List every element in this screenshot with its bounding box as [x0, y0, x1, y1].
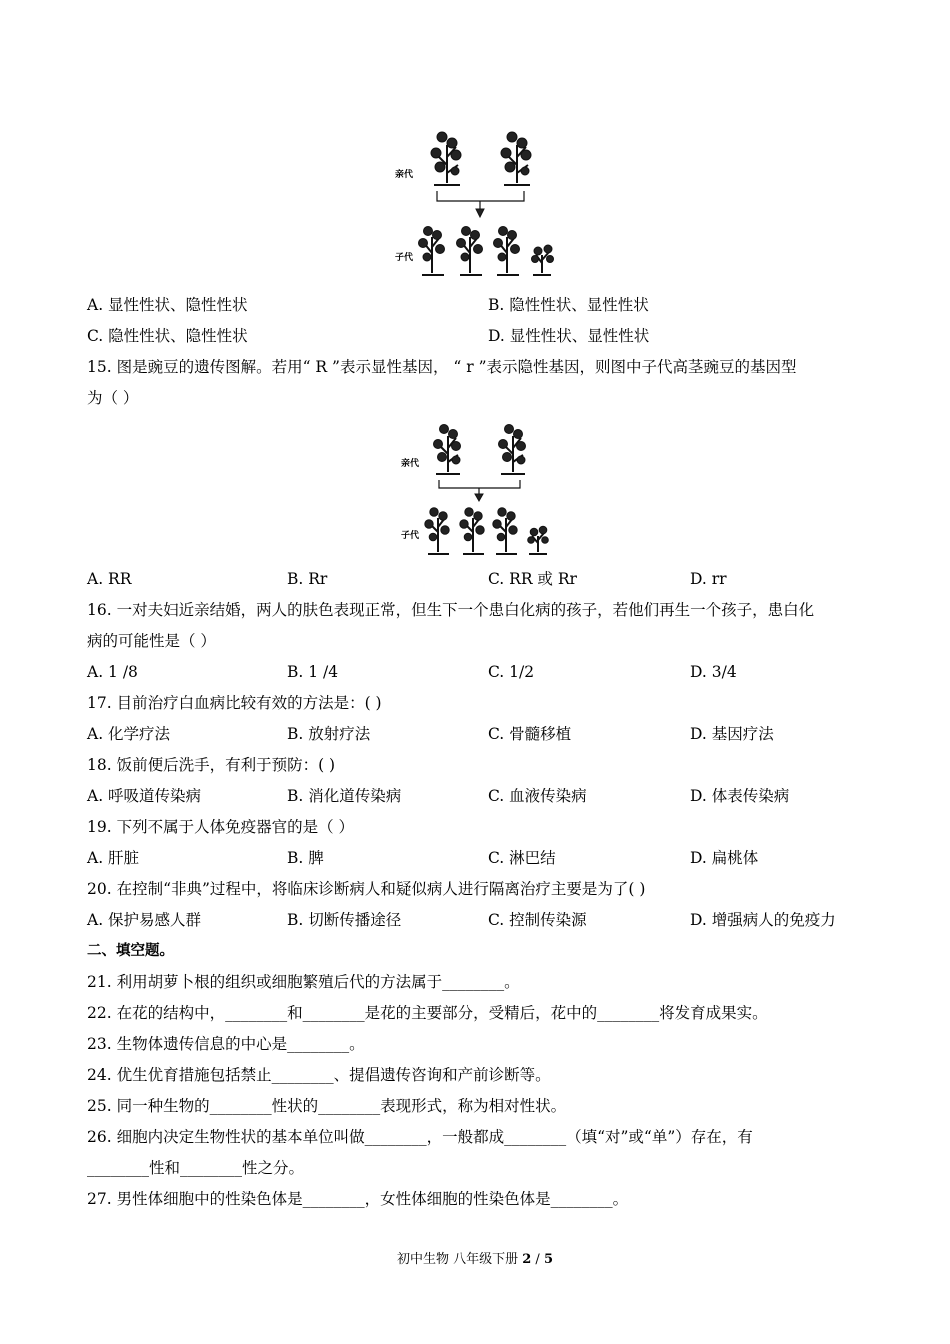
q16-stem-line2: 病的可能性是（ ） — [87, 632, 216, 650]
q17-option-a[interactable]: A. 化学疗法 — [87, 725, 171, 743]
pea-plants-drawing-2 — [398, 420, 563, 560]
q17-option-b[interactable]: B. 放射疗法 — [287, 725, 371, 743]
q18-option-c[interactable]: C. 血液传染病 — [488, 787, 587, 805]
q20-stem: 20. 在控制“非典”过程中，将临床诊断病人和疑似病人进行隔离治疗主要是为了( ) — [87, 880, 646, 898]
parent-label: 亲代 — [395, 170, 414, 180]
q23: 23. 生物体遗传信息的中心是________。 — [87, 1035, 365, 1053]
q14-option-b[interactable]: B. 隐性性状、显性性状 — [488, 296, 649, 314]
q26-line2: ________性和________性之分。 — [87, 1159, 305, 1177]
q19-option-c[interactable]: C. 淋巴结 — [488, 849, 556, 867]
pea-inheritance-figure-2 — [398, 420, 563, 560]
pea-inheritance-figure-1 — [392, 125, 562, 280]
q18-option-a[interactable]: A. 呼吸道传染病 — [87, 787, 202, 805]
q26-line1: 26. 细胞内决定生物性状的基本单位叫做________，一般都成________（填“对”或“单”）存在，有 — [87, 1128, 753, 1146]
pea-plants-drawing — [392, 125, 562, 280]
child-label: 子代 — [395, 253, 414, 263]
q16-option-b[interactable]: B. 1 /4 — [287, 663, 339, 681]
q18-stem: 18. 饭前便后洗手，有利于预防：( ) — [87, 756, 336, 774]
child-label-2: 子代 — [401, 531, 420, 541]
q22: 22. 在花的结构中，________和________是花的主要部分，受精后，花中的________将发育成果实。 — [87, 1004, 768, 1022]
page-number: 2 — [522, 1252, 532, 1267]
parent-label-2: 亲代 — [401, 459, 420, 469]
q14-option-c[interactable]: C. 隐性性状、隐性性状 — [87, 327, 248, 345]
q19-option-a[interactable]: A. 肝脏 — [87, 849, 140, 867]
q15-option-b[interactable]: B. Rr — [287, 570, 328, 588]
q19-stem: 19. 下列不属于人体免疫器官的是（ ） — [87, 818, 355, 836]
page-separator: / — [531, 1252, 544, 1267]
page-total: 5 — [543, 1252, 553, 1267]
q19-option-d[interactable]: D. 扁桃体 — [690, 849, 759, 867]
q18-option-d[interactable]: D. 体表传染病 — [690, 787, 790, 805]
q15-stem-line1: 15. 图是豌豆的遗传图解。若用“ R ”表示显性基因， “ r ”表示隐性基因，则图中子代高茎豌豆的基因型 — [87, 358, 797, 376]
q27: 27. 男性体细胞中的性染色体是________，女性体细胞的性染色体是________。 — [87, 1190, 629, 1208]
q20-option-a[interactable]: A. 保护易感人群 — [87, 911, 202, 929]
q15-option-d[interactable]: D. rr — [690, 570, 727, 588]
q20-option-d[interactable]: D. 增强病人的免疫力 — [690, 911, 836, 929]
q17-option-d[interactable]: D. 基因疗法 — [690, 725, 774, 743]
q15-stem-line2: 为（ ） — [87, 389, 139, 407]
q16-stem-line1: 16. 一对夫妇近亲结婚，两人的肤色表现正常，但生下一个患白化病的孩子，若他们再生一个孩子，患白化 — [87, 601, 815, 619]
q16-option-c[interactable]: C. 1/2 — [488, 663, 535, 681]
q16-option-d[interactable]: D. 3/4 — [690, 663, 737, 681]
q18-option-b[interactable]: B. 消化道传染病 — [287, 787, 402, 805]
q25: 25. 同一种生物的________性状的________表现形式，称为相对性状。 — [87, 1097, 567, 1115]
q17-option-c[interactable]: C. 骨髓移植 — [488, 725, 572, 743]
q14-option-d[interactable]: D. 显性性状、显性性状 — [488, 327, 650, 345]
q15-option-c[interactable]: C. RR 或 Rr — [488, 570, 577, 588]
page-footer — [0, 1248, 950, 1267]
q20-option-c[interactable]: C. 控制传染源 — [488, 911, 587, 929]
q15-option-a[interactable]: A. RR — [87, 570, 132, 588]
footer-text: 初中生物 八年级下册 — [396, 1252, 523, 1267]
q21: 21. 利用胡萝卜根的组织或细胞繁殖后代的方法属于________。 — [87, 973, 520, 991]
q24: 24. 优生优育措施包括禁止________、提倡遗传咨询和产前诊断等。 — [87, 1066, 551, 1084]
q19-option-b[interactable]: B. 脾 — [287, 849, 324, 867]
q14-option-a[interactable]: A. 显性性状、隐性性状 — [87, 296, 248, 314]
q20-option-b[interactable]: B. 切断传播途径 — [287, 911, 402, 929]
section-heading-fill-in: 二、填空题。 — [87, 943, 174, 959]
q16-option-a[interactable]: A. 1 /8 — [87, 663, 138, 681]
q17-stem: 17. 目前治疗白血病比较有效的方法是：( ) — [87, 694, 382, 712]
